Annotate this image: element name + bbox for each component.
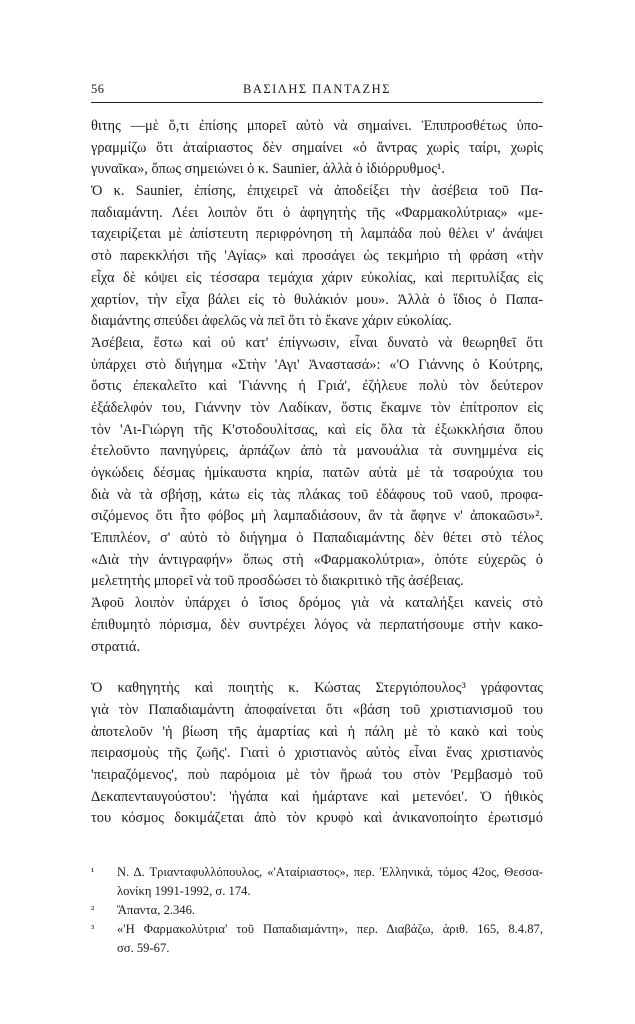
text-line: πειρασμοὺς τῆς ζωῆς'. Γιατὶ ὁ χριστιανὸς αὐτὸς εἶναι ἕνας χριστιανὸς	[91, 745, 543, 762]
text-line: εἶχα δὲ κόψει εἰς τέσσαρα τεμάχια χάριν εὐκολίας, καὶ περιτυλίξας εἰς	[91, 269, 543, 286]
text-line: Ἐπιπλέον, σ' αὐτὸ τὸ διήγημα ὁ Παπαδιαμάντης δὲν θέτει στὸ τέλος	[91, 530, 543, 547]
text-line: γιὰ τὸν Παπαδιαμάντη ἀποφαίνεται ὅτι «βάση τοῦ χριστιανισμοῦ του	[91, 701, 543, 718]
section-1	[91, 116, 543, 658]
footnote	[91, 863, 543, 901]
text-line: Ὁ κ. Saunier, ἐπίσης, ἐπιχειρεῖ νὰ ἀποδείξει τὴν ἀσέβεια τοῦ Πα-	[91, 183, 543, 200]
text-line: θιτης —μὲ ὅ,τι ἐπίσης μπορεῖ αὐτὸ νὰ σημαίνει. Ἐπιπροσθέτως ὑπο-	[91, 118, 543, 134]
text-line: παδιαμάντη. Λέει λοιπὸν ὅτι ὁ ἀφηγητὴς τῆς «Φαρμακολύτριας» «με-	[91, 204, 543, 221]
footnote-line: Ἅπαντα, 2.346.	[117, 903, 196, 917]
text-line: ὑπάρχει στὸ διήγημα «Στὴν 'Αγι' Ἀναστασά»: «'Ο Γιάννης ὁ Κούτρης,	[91, 356, 543, 373]
footnote-mark: ²	[91, 904, 95, 916]
footnote-mark: ³	[91, 923, 95, 935]
footnote-separator	[91, 852, 211, 853]
text-line: χαρτίον, τὴν εἶχα βάλει εἰς τὸ θυλάκιόν μου». Ἀλλὰ ὁ ἴδιος ὁ Παπα-	[91, 291, 543, 308]
text-line: σιζόμενος ὅτι ἦτο φόβος μὴ λαμπαδιάσουν, ἂν τὰ ἄφηνε ν' ἀποκαῶσι»².	[91, 508, 543, 525]
page-number: 56	[91, 82, 105, 96]
text-line: ἀποτελοῦν 'ἡ βίωση τῆς ἁμαρτίας καὶ ἡ πάλη μὲ τὸ κακὸ καὶ τοὺς	[91, 723, 543, 740]
text-line: μελετητὴς μπορεῖ νὰ τοῦ προσδώσει τὸ διακριτικὸ τῆς ἀσέβειας.	[91, 573, 464, 590]
text-line: διαμάντης σπεύδει ἀφελῶς νὰ πεῖ ὅτι τὸ ἔκανε χάριν εὐκολίας.	[91, 313, 452, 330]
page-body	[91, 116, 543, 958]
footnote-mark: ¹	[91, 866, 95, 878]
footnote-line: Ν. Δ. Τριανταφυλλόπουλος, «'Αταίριαστος», περ. Ἑλληνικά, τόμος 42ος, Θεσσα-	[117, 865, 543, 879]
page-header	[91, 80, 543, 103]
text-line: ἐξάδελφόν του, Γιάννην τὸν Λαδίκαν, ὅστις ἔκαμνε τὸν ἐπίτροπον εἰς	[91, 399, 543, 416]
text-line: στὸ παρεκκλήσι τῆς 'Αγίας» καὶ προσάγει ὡς τεκμήριο τὴ φράση «τὴν	[91, 248, 543, 265]
footnote	[91, 901, 543, 920]
running-head: ΒΑΣΙΛΗΣ ΠΑΝΤΑΖΗΣ	[243, 82, 391, 96]
footnotes	[91, 863, 543, 958]
text-line: 'πειραζόμενος', ποὺ παρόμοια μὲ τὸν ἥρωά του στὸν 'Ρεμβασμὸ τοῦ	[91, 766, 543, 783]
footnote-line: «'Η Φαρμακολύτρια' τοῦ Παπαδιαμάντη», περ. Διαβάζω, ἀριθ. 165, 8.4.87,	[117, 922, 543, 936]
section-2	[91, 678, 543, 830]
text-line: γραμμίζω ὅτι ἀταίριαστος δὲν σημαίνει «ὁ ἄντρας χωρὶς ταίρι, χωρὶς	[91, 139, 543, 156]
text-line: Δεκαπενταυγούστου': 'ἠγάπα καὶ ἡμάρτανε καὶ μετενόει'. Ὁ ἠθικὸς	[91, 788, 543, 805]
text-line: ἐτελοῦντο πανηγύρεις, ἁρπάζων ἀπὸ τὰ μανουάλια τὰ συνημμένα εἰς	[91, 443, 543, 460]
text-line: ὀγκώδεις δέσμας ἡμίκαυστα κηρία, πατῶν αὐτὰ μὲ τὰ τσαρούχια του	[91, 465, 543, 481]
text-line: Ὁ καθηγητὴς καὶ ποιητὴς κ. Κώστας Στεργιόπουλος³ γράφοντας	[91, 680, 543, 697]
text-line: γυναῖκα», ὅπως σημειώνει ὁ κ. Saunier, ἀλλὰ ὁ ἰδιόρρυθμος¹.	[91, 161, 445, 178]
footnote-line: σσ. 59-67.	[117, 941, 170, 955]
text-line: «Διὰ τὴν ἀντιγραφήν» ὅπως στὴ «Φαρμακολύτρια», ὁπότε εὐχερῶς ὁ	[91, 551, 543, 568]
footnote-line: λονίκη 1991-1992, σ. 174.	[117, 884, 251, 898]
text-line: Ἀσέβεια, ἔστω καὶ οὐ κατ' ἐπίγνωσιν, εἶναι δυνατὸ νὰ θεωρηθεῖ ὅτι	[91, 334, 543, 351]
text-line: στρατιά.	[91, 638, 141, 655]
text-line: τὸν 'Αι-Γιώργη τῆς Κ'στοδουλίτσας, καὶ εἰς ὅλα τὰ ἐξωκκλήσια ὅπου	[91, 421, 543, 438]
text-line: ὅστις ἐπεκαλεῖτο καὶ 'Γιάννης ἡ Γριά', ἐζήλευε πολὺ τὸν δεύτερον	[91, 378, 543, 395]
footnote	[91, 920, 543, 958]
section-gap	[91, 658, 543, 678]
text-line: Ἀφοῦ λοιπὸν ὑπάρχει ὁ ἴσιος δρόμος γιὰ νὰ καταλήξει κανεὶς στὸ	[91, 595, 543, 612]
text-line: ἐπιθυμητὸ πόρισμα, δὲν συντρέχει λόγος νὰ περπατήσουμε στὴν κακο-	[91, 616, 543, 633]
text-line: διὰ νὰ τὰ σβήσῃ, κάτω εἰς τὰς πλάκας τοῦ ἐδάφους τοῦ ναοῦ, προφα-	[91, 486, 543, 503]
text-line: ταχειρίζεται μὲ ἀπίστευτη περιφρόνηση τὴ λαμπάδα ποὺ θέλει ν' ἀνάψει	[91, 226, 543, 243]
text-line: του κόσμος δοκιμάζεται ἀπὸ τὸν κρυφὸ καὶ ἀνικανοποίητο ἐρωτισμό	[91, 810, 543, 827]
